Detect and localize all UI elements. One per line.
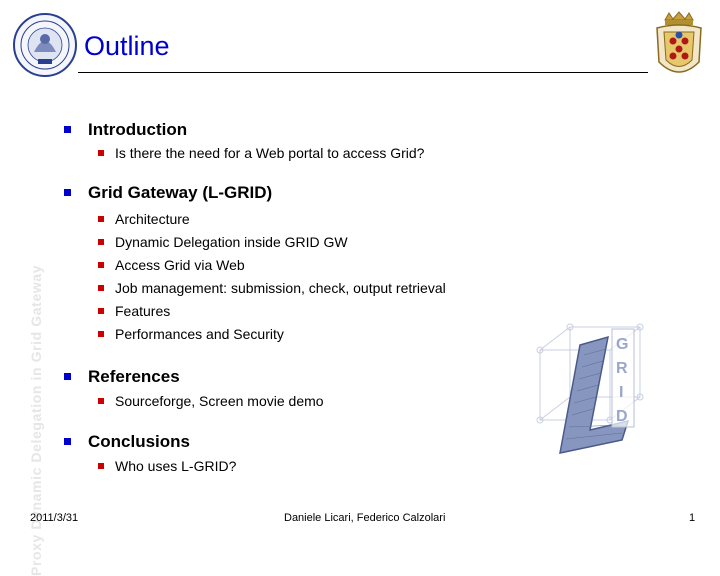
graphic-letter-d: D bbox=[616, 408, 628, 425]
footer-page-number: 1 bbox=[689, 512, 696, 524]
square-bullet-icon bbox=[98, 239, 104, 245]
square-bullet-icon bbox=[98, 285, 104, 291]
list-item: Features bbox=[98, 303, 170, 319]
square-bullet-icon bbox=[64, 373, 71, 380]
graphic-letter-r: R bbox=[616, 360, 628, 377]
footer-authors: Daniele Licari, Federico Calzolari bbox=[284, 512, 446, 524]
square-bullet-icon bbox=[64, 126, 71, 133]
list-item: Dynamic Delegation inside GRID GW bbox=[98, 234, 348, 250]
list-item: Architecture bbox=[98, 211, 190, 227]
section-conclusions: Conclusions bbox=[64, 432, 190, 452]
graphic-letter-i: I bbox=[619, 384, 624, 401]
list-item: Sourceforge, Screen movie demo bbox=[98, 393, 324, 409]
title-divider bbox=[78, 72, 648, 73]
crest-logo bbox=[651, 10, 707, 82]
graphic-letter-g: G bbox=[616, 336, 629, 353]
square-bullet-icon bbox=[98, 216, 104, 222]
list-item: Performances and Security bbox=[98, 326, 284, 342]
square-bullet-icon bbox=[64, 189, 71, 196]
square-bullet-icon bbox=[98, 150, 104, 156]
list-item: Access Grid via Web bbox=[98, 257, 245, 273]
list-item: Job management: submission, check, output retrieval bbox=[98, 280, 446, 296]
square-bullet-icon bbox=[64, 438, 71, 445]
university-seal-logo bbox=[12, 12, 78, 78]
section-grid-gateway: Grid Gateway (L-GRID) bbox=[64, 183, 272, 203]
slide-title: Outline bbox=[84, 31, 170, 61]
sidebar-watermark bbox=[0, 120, 44, 576]
square-bullet-icon bbox=[98, 308, 104, 314]
list-item: Is there the need for a Web portal to access Grid? bbox=[98, 145, 424, 161]
square-bullet-icon bbox=[98, 398, 104, 404]
square-bullet-icon bbox=[98, 331, 104, 337]
sidebar-watermark-text: Proxy Dynamic Delegation in Grid Gateway bbox=[28, 264, 44, 576]
footer-date: 2011/3/31 bbox=[30, 512, 79, 524]
square-bullet-icon bbox=[98, 262, 104, 268]
lgrid-logo-graphic bbox=[530, 315, 680, 465]
square-bullet-icon bbox=[98, 463, 104, 469]
section-references: References bbox=[64, 367, 180, 387]
section-introduction: Introduction bbox=[64, 120, 187, 140]
list-item: Who uses L-GRID? bbox=[98, 458, 236, 474]
